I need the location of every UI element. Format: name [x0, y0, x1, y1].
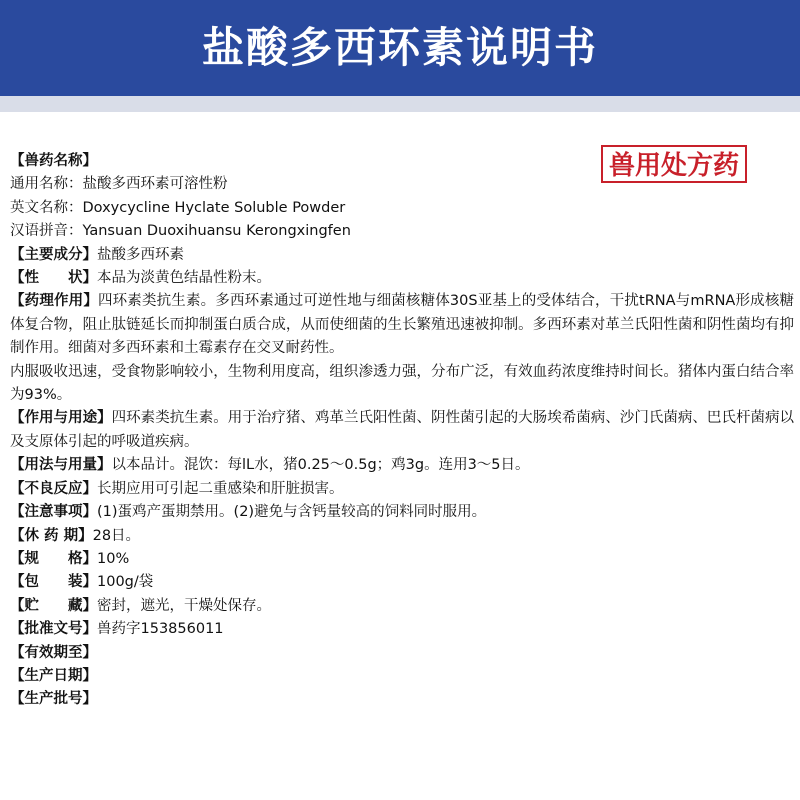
- caution-row: [10, 501, 794, 524]
- page-title: 盐酸多西环素说明书: [201, 23, 598, 72]
- expiry-label: 【有效期至】: [10, 644, 97, 661]
- vet-name-label: 【兽药名称】: [10, 153, 97, 169]
- package-value: 100g/袋: [97, 574, 154, 591]
- storage-value: 密封，遮光，干燥处保存。: [97, 597, 271, 614]
- caution-value: (1)蛋鸡产蛋期禁用。(2)避免与含钙量较高的饲料同时服用。: [97, 504, 487, 521]
- indication-value: 四环素类抗生素。用于治疗猪、鸡革兰氏阳性菌、阴性菌引起的大肠埃希菌病、沙门氏菌病、巴氏杆菌病以及支原体引起的呼吸道疾病。: [10, 410, 795, 450]
- pharmacology-value: 四环素类抗生素。多西环素通过可逆性地与细菌核糖体30S亚基上的受体结合，干扰tRNA与mRNA形成核糖体复合物，阻止肽链延长而抑制蛋白质合成，从而使细菌的生长繁殖迅速被抑制。多西环素对革兰氏阳性菌和阴性菌均有抑制作用。细菌对多西环素和土霉素存在交叉耐药性。: [10, 293, 794, 357]
- withdrawal-value: 28日。: [92, 527, 141, 544]
- indication-row: [10, 407, 794, 454]
- storage-label: 【贮 藏】: [10, 597, 97, 614]
- caution-label: 【注意事项】: [10, 504, 97, 521]
- production-date-row: [10, 665, 794, 688]
- pharmacology-row: [10, 290, 794, 360]
- approval-row: [10, 618, 794, 641]
- english-name: 英文名称：Doxycycline Hyclate Soluble Powder: [10, 199, 346, 216]
- ingredient-row: [10, 244, 794, 267]
- property-label: 【性 状】: [10, 270, 97, 287]
- property-row: [10, 267, 794, 290]
- spec-label: 【规 格】: [10, 550, 97, 567]
- approval-value: 兽药字153856011: [97, 621, 224, 638]
- storage-row: [10, 595, 794, 618]
- adverse-value: 长期应用可引起二重感染和肝脏损害。: [97, 480, 344, 497]
- prescription-badge: 兽用处方药: [601, 145, 747, 183]
- indication-label: 【作用与用途】: [10, 410, 112, 427]
- batch-row: [10, 688, 794, 711]
- common-name: 通用名称：盐酸多西环素可溶性粉: [10, 176, 228, 193]
- withdrawal-label: 【休 药 期】: [10, 527, 93, 544]
- ingredient-label: 【主要成分】: [10, 246, 97, 263]
- vet-name-heading: [10, 150, 794, 173]
- adverse-row: [10, 478, 794, 501]
- expiry-row: [10, 642, 794, 665]
- spec-row: [10, 548, 794, 571]
- withdrawal-row: [10, 525, 794, 548]
- batch-label: 【生产批号】: [10, 691, 97, 708]
- pinyin-name: 汉语拼音：Yansuan Duoxihuansu Kerongxingfen: [10, 223, 351, 240]
- approval-label: 【批准文号】: [10, 621, 97, 638]
- adverse-label: 【不良反应】: [10, 480, 97, 497]
- dosage-row: [10, 454, 794, 477]
- pharmacology-extra: 内服吸收迅速，受食物影响较小，生物利用度高，组织渗透力强，分布广泛，有效血药浓度维持时间长。猪体内蛋白结合率为93%。: [10, 363, 794, 404]
- property-value: 本品为淡黄色结晶性粉末。: [97, 270, 271, 287]
- ingredient-value: 盐酸多西环素: [97, 246, 184, 263]
- dosage-value: 以本品计。混饮：每lL水，猪0.25～0.5g；鸡3g。连用3～5日。: [111, 457, 530, 474]
- pharmacology-label: 【药理作用】: [10, 293, 98, 310]
- production-date-label: 【生产日期】: [10, 667, 97, 684]
- package-label: 【包 装】: [10, 574, 97, 591]
- spec-value: 10%: [97, 550, 130, 567]
- banner-divider: [0, 96, 800, 112]
- instruction-content: [10, 150, 794, 712]
- dosage-label: 【用法与用量】: [10, 457, 112, 474]
- package-row: [10, 571, 794, 594]
- header-banner: [0, 0, 800, 96]
